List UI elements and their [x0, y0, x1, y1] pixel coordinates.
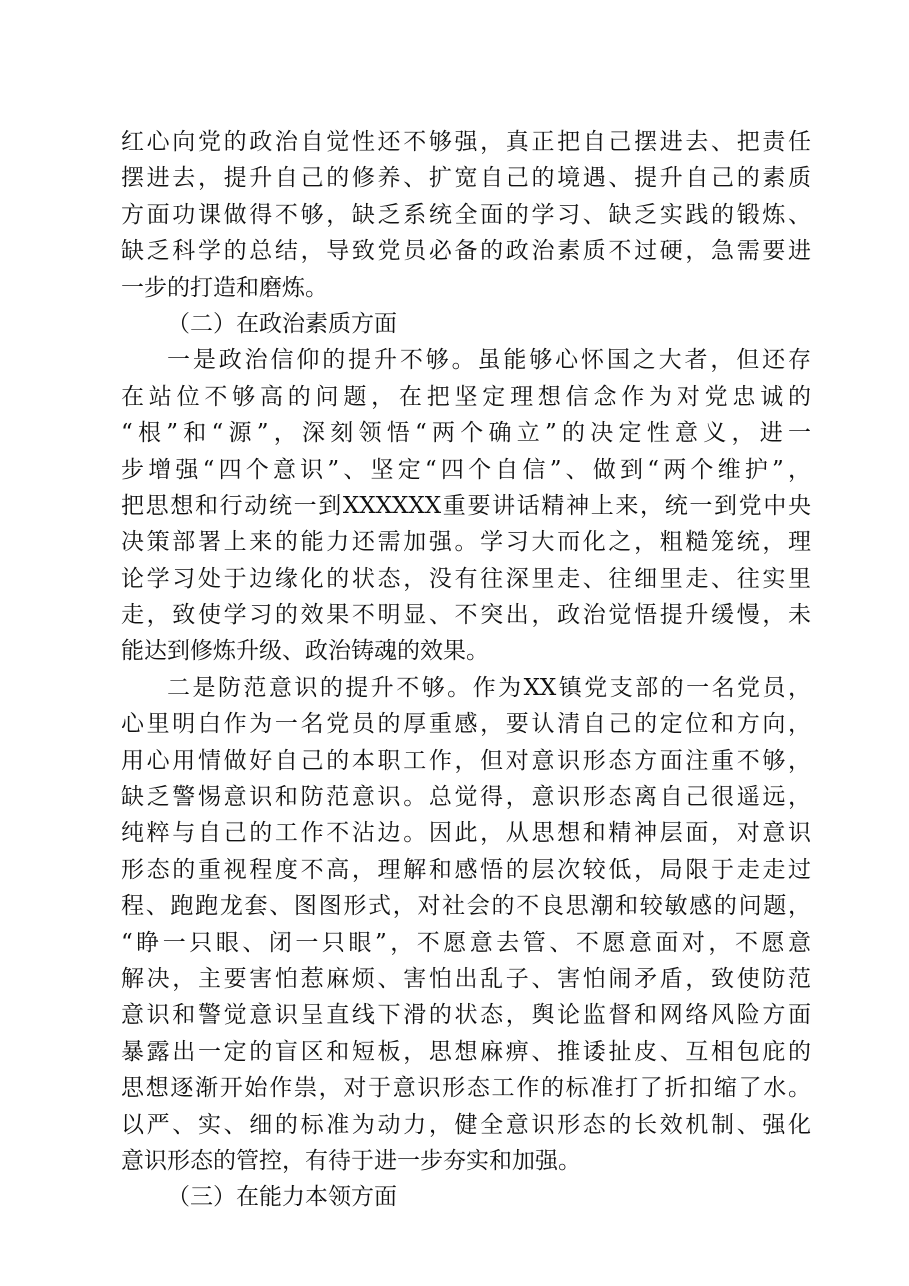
text-line: 方面功课做得不够，缺乏系统全面的学习、缺乏实践的锻炼、: [121, 201, 811, 228]
text-line: 在站位不够高的问题，在把坚定理想信念作为对党忠诚的: [121, 383, 811, 410]
text-line: 心里明白作为一名党员的厚重感，要认清自己的定位和方向，: [121, 711, 811, 738]
text-line: 缺乏警惕意识和防范意识。总觉得，意识形态离自己很遥远，: [121, 784, 811, 811]
text-line: 缺乏科学的总结，导致党员必备的政治素质不过硬，急需要进: [121, 238, 811, 265]
document-body: [121, 124, 811, 1216]
text-line: 纯粹与自己的工作不沾边。因此，从思想和精神层面，对意识: [121, 820, 811, 847]
text-line: 把思想和行动统一到XXXXXX重要讲话精神上来，统一到党中央: [121, 492, 811, 519]
text-line: 步增强“四个意识”、坚定“四个自信”、做到“两个维护”，: [121, 456, 811, 483]
text-line: 暴露出一定的盲区和短板，思想麻痹、推诿扯皮、互相包庇的: [121, 1038, 811, 1065]
paragraph-vigilance-awareness: [121, 670, 811, 1179]
text-line: 意识形态的管控，有待于进一步夯实和加强。: [121, 1147, 581, 1174]
text-line: 解决，主要害怕惹麻烦、害怕出乱子、害怕闹矛盾，致使防范: [121, 965, 811, 992]
text-line: 论学习处于边缘化的状态，没有往深里走、往细里走、往实里: [121, 565, 811, 592]
section-heading-capability: （三）在能力本领方面: [167, 1184, 397, 1211]
text-line: “根”和“源”，深刻领悟“两个确立”的决定性意义，进一: [121, 420, 811, 447]
text-line: 程、跑跑龙套、图图形式，对社会的不良思潮和较敏感的问题，: [121, 893, 811, 920]
text-line: 红心向党的政治自觉性还不够强，真正把自己摆进去、把责任: [121, 129, 811, 155]
text-line: 以严、实、细的标准为动力，健全意识形态的长效机制、强化: [121, 1111, 811, 1138]
text-line: 用心用情做好自己的本职工作，但对意识形态方面注重不够，: [121, 747, 811, 774]
section-heading-political-quality: （二）在政治素质方面: [167, 310, 397, 337]
text-line: 能达到修炼升级、政治铸魂的效果。: [121, 638, 489, 665]
text-line: 形态的重视程度不高，理解和感悟的层次较低，局限于走走过: [121, 856, 811, 883]
text-line: 二是防范意识的提升不够。作为XX镇党支部的一名党员，: [167, 674, 811, 701]
text-line: 意识和警觉意识呈直线下滑的状态，舆论监督和网络风险方面: [121, 1002, 811, 1029]
paragraph-continuation: [121, 124, 811, 306]
text-line: “睁一只眼、闭一只眼”，不愿意去管、不愿意面对，不愿意: [121, 929, 811, 956]
paragraph-political-belief: [121, 342, 811, 670]
text-line: 走，致使学习的效果不明显、不突出，政治觉悟提升缓慢，未: [121, 602, 811, 629]
text-line: 思想逐渐开始作祟，对于意识形态工作的标准打了折扣缩了水。: [121, 1075, 811, 1102]
text-line: 一步的打造和磨炼。: [121, 274, 328, 301]
text-line: 一是政治信仰的提升不够。虽能够心怀国之大者，但还存: [167, 347, 811, 374]
text-line: 摆进去，提升自己的修养、扩宽自己的境遇、提升自己的素质: [121, 165, 811, 192]
text-line: 决策部署上来的能力还需加强。学习大而化之，粗糙笼统，理: [121, 529, 811, 556]
